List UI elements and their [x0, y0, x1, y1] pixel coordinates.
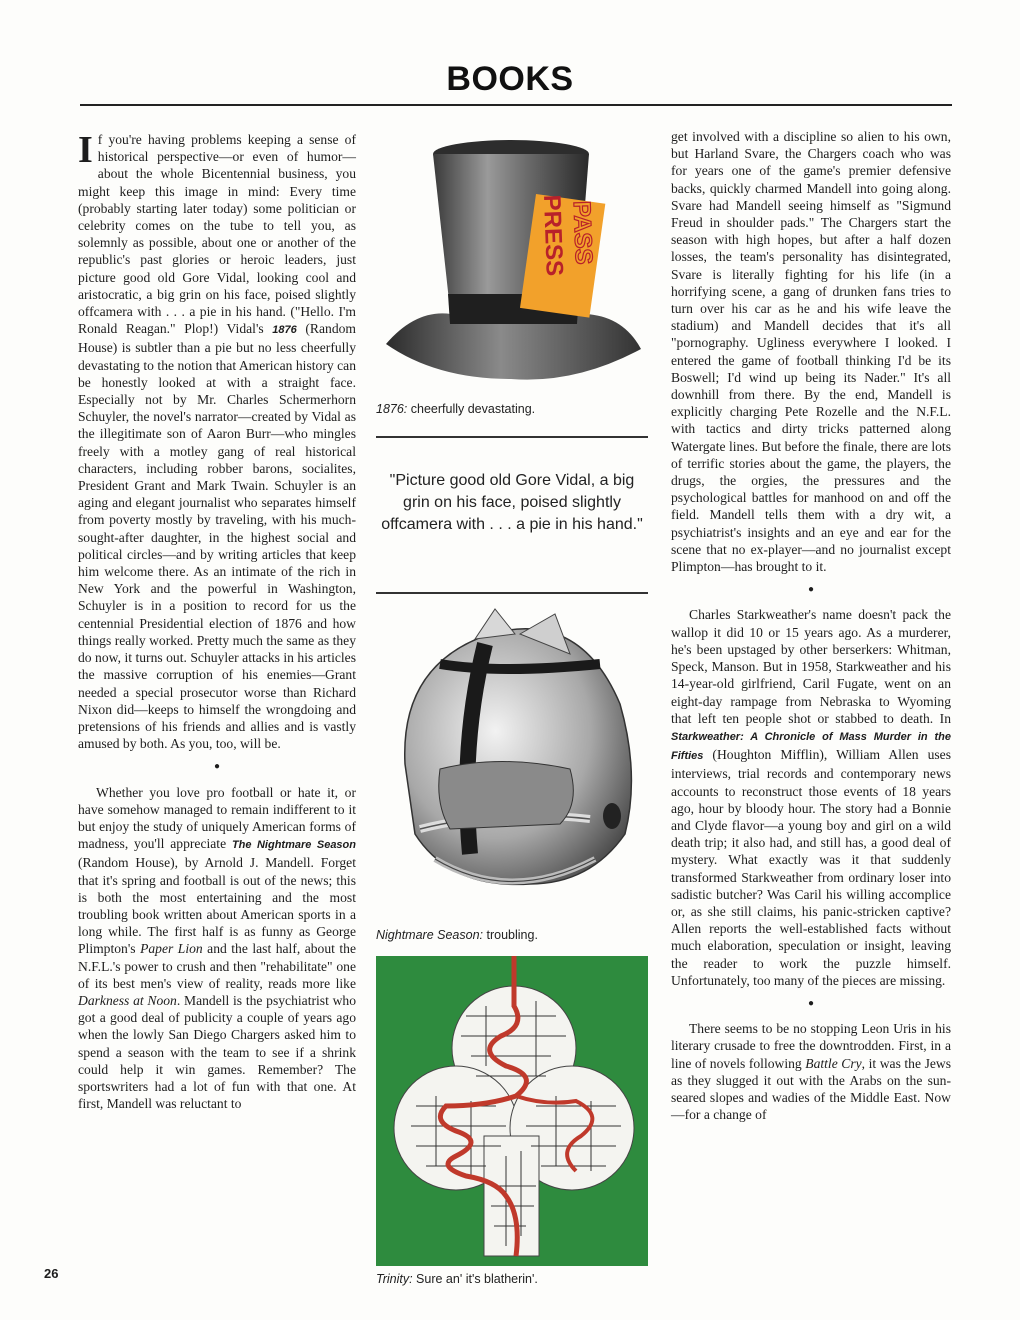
header-rule	[80, 104, 952, 106]
text-run: and the last half, about the N.F.L.'s power to crush and then "rehabilitate" one of its best men's view of reality, reads more like	[78, 941, 356, 991]
section-title: BOOKS	[446, 60, 574, 98]
top-hat-illustration	[376, 134, 648, 396]
text-run: Whether you love pro football or hate it, or have somehow managed to remain indifferent to it but enjoy the study of uniquely American forms of madness, you'll appreciate	[78, 784, 356, 852]
paragraph-svare: get involved with a discipline so alien to his own, but Harland Svare, the Chargers coach who was for years one of the game's premier defensive backs, quickly charmed Mandell into going along. Svare had Mandell seeing himself as "Sigmund Freud in shoulder pads." The Chargers start the season with high hopes, but after a half dozen losses, the team's personality has disintegrated, Svare is literally fighting for his life (in a horrifying scene, a gang of drunken fans tries to turn over his car as he and his wife leave the stadium) and Mandell decides that it's all "pornography. Ugliness everywhere I looked. I entered the game of football thinking I'd be its Boswell; I'd wind up being its Nader." It's all downhill from there. By the end, Mandell is explicitly charging Pete Rozelle and the N.F.L. with tactics and dirty tricks patterned along Watergate lines. But before the finale, there are lots of terrific stories about the game, the players, the drugs, the orgies, the pressures and the psychological battles for manhood on and off the field. Mandell tells them with a dry wit, a psychiatrist's insights and an eye and ear for the scene that no ex-player—and no journalist except Plimpton—has brought to it.	[671, 129, 951, 575]
section-bullet: ●	[807, 997, 815, 1009]
text-run: There seems to be no stopping Leon Uris in his literary crusade to free the downtrodden. First, in a line of novels following	[671, 1021, 951, 1071]
text-run: Charles Starkweather's name doesn't pack the wallop it did 10 or 15 years ago. As a murderer, he's been upstaged by other berserkers: Whitman, Speck, Manson. But in 1958, Starkweather and his 14-year-old girlfriend, Caril Fugate, went on an eight-day rampage from Nebraska to Wyoming that left ten people shot or stabbed to death. In	[671, 607, 951, 726]
column-left	[78, 131, 356, 1112]
paragraph-nightmare	[78, 784, 356, 1113]
book-title-1876: 1876	[272, 324, 297, 337]
text-run: . Mandell is the psychiatrist who got a good deal of publicity a couple of years ago when the lowly San Diego Chargers asked him to spend a season with the team to see if a shrink could help it win games. Remember? The sportswriters had a lot of fun with that one. At first, Mandell was reluctant to	[78, 992, 356, 1112]
book-title-nightmare: The Nightmare Season	[231, 839, 356, 852]
column-right	[671, 128, 951, 1123]
book-title-battle-cry: Battle Cry	[805, 1055, 862, 1071]
football-helmet-illustration	[380, 604, 648, 916]
book-title-darkness: Darkness at Noon	[78, 992, 177, 1008]
section-bullet: ●	[213, 761, 221, 773]
section-header	[0, 60, 1020, 99]
pull-quote: "Picture good old Gore Vidal, a big grin on his face, poised slightly offcamera with . . . a pie in his hand."	[381, 472, 643, 533]
divider-bottom	[376, 592, 648, 594]
caption-text: troubling.	[483, 928, 538, 942]
section-bullet: ●	[807, 584, 815, 596]
paragraph-starkweather	[671, 606, 951, 988]
book-title-starkweather: Starkweather: A Chronicle of Mass Murder in the Fifties	[671, 730, 951, 763]
book-title-paper-lion: Paper Lion	[140, 941, 203, 957]
page-number: 26	[44, 1266, 59, 1281]
caption-text: cheerfully devastating.	[407, 402, 536, 416]
caption-1876	[376, 402, 648, 416]
paragraph-1776	[78, 131, 356, 752]
text-run: (Houghton Mifflin), William Allen uses interviews, trial records and contemporary news accounts to reconstruct those events of 18 years ago, hour by bloody hour. The story had a Bonnie and Clyde flavor—a young boy and girl on a wild death trip; it also had, and still has, a good deal of mystery. What exactly was it that suddenly transformed Starkweather from ordinary loser into sadistic butcher? Was Caril his willing accomplice or, as she still claims, his panic-stricken captive? Allen reports the well-established facts without much elaboration, speculation or insight, leaving the reader to work the puzzle himself. Unfortunately, too many of the pieces are missing.	[671, 747, 951, 988]
caption-text: Sure an' it's blatherin'.	[412, 1272, 538, 1286]
text-run: (Random House) is subtler than a pie but no less cheerfully devastating to the notion that American history can be honestly looked at with a straight face. Especially not by Mr. Charles Schermerhorn Schuyler, the novel's narrator—created by Vidal as the illegitimate son of Aaron Burr—who mingles freely with a motley gang of real historical characters, including robber barons, socialites, President Grant and Mark Twain. Schuyler is an aging and elegant journalist who separates himself from poverty mostly by traveling, with his much-sought-after daughter, in the highest social and political circles—and by writing articles that keep him welcome there. As an intimate of the rich in New York and the powerful in Washington, Schuyler is in a position to record for us the centennial Presidential election of 1876 and how things really worked. Pretty much the same as they do now, it turns out. Schuyler attacks in his articles the massive corruption of his enemies—Grant needed a special prosecutor worse than Richard Nixon did—keeps to himself the wrongdoing and pretensions of his friends and allies and is vastly amused by both. As you, too, will be.	[78, 321, 356, 752]
press-label: PRESS	[538, 194, 568, 277]
paragraph-uris	[671, 1020, 951, 1123]
divider-top	[376, 436, 648, 438]
clover-maze-illustration	[376, 956, 648, 1266]
caption-title: Nightmare Season:	[376, 928, 484, 942]
text-run: , it was the Jews as they slugged it out with the Arabs on the sun-seared slopes and wadies of the Middle East. Now—for a change of	[671, 1055, 951, 1123]
caption-nightmare	[376, 928, 648, 942]
caption-trinity	[376, 1272, 648, 1286]
caption-title: Trinity:	[376, 1272, 413, 1286]
text-run: f you're having problems keeping a sense of historical perspective—or even of humor—about the whole Bicentennial business, you might keep this image in mind: Every time (probably starting later today) some politician or celebrity comes on the tube to tell you, as solemnly as possible, about one or another of the republic's past glories or heroic leaders, just picture good old Gore Vidal, looking cool and aristocratic, a big grin on his face, poised slightly offcamera with . . . a pie in his hand. ("Hello. I'm Ronald Reagan." Plop!) Vidal's	[78, 132, 356, 337]
text-run: (Random House), by Arnold J. Mandell. Forget that it's spring and football is out of the news; this is both the most entertaining and the most troubling book written about American sports in a long while. The first half is as funny as George Plimpton's	[78, 855, 356, 957]
drop-cap: I	[78, 129, 93, 171]
caption-title: 1876:	[376, 402, 408, 416]
pass-label: PASS	[567, 200, 597, 265]
